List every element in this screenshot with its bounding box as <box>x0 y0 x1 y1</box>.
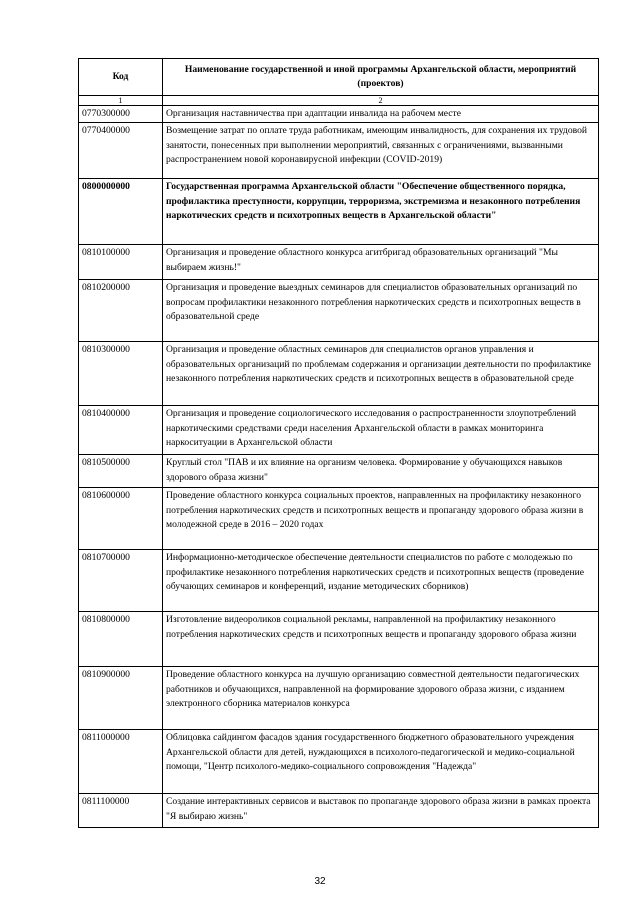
row-code: 0770300000 <box>79 106 163 123</box>
table-row <box>79 794 599 828</box>
row-description: Информационно-методическое обеспечение деятельности специалистов по работе с молодежью по профилактике незаконного потребления наркотических средств и психотропных веществ (проведение обучающих семинаров и конференций, издание методических сборников) <box>163 550 599 612</box>
row-description: Возмещение затрат по оплате труда работникам, имеющим инвалидность, для сохранения их трудовой занятости, понесенных при выполнении мероприятий, связанных с ограничениями, вызванными распространением новой коронавирусной инфекции (COVID-2019) <box>163 123 599 179</box>
program-codes-table <box>78 58 599 828</box>
page-number: 32 <box>314 876 326 887</box>
row-description: Организация наставничества при адаптации инвалида на рабочем месте <box>163 106 599 123</box>
row-description: Государственная программа Архангельской области "Обеспечение общественного порядка, профилактика преступности, коррупции, терроризма, экстремизма и незаконного потребления наркотических средств и психотропных веществ в Архангельской области" <box>163 179 599 245</box>
row-code: 0811100000 <box>79 794 163 828</box>
row-code: 0810200000 <box>79 280 163 342</box>
table-row <box>79 730 599 794</box>
table-row <box>79 455 599 488</box>
row-code: 0810300000 <box>79 342 163 406</box>
row-code: 0770400000 <box>79 123 163 179</box>
row-code: 0811000000 <box>79 730 163 794</box>
table-row <box>79 342 599 406</box>
table-header-row <box>79 59 599 96</box>
row-description: Организация и проведение выездных семинаров для специалистов образовательных организаций по вопросам профилактики незаконного потребления наркотических средств и психотропных веществ в образовательной среде <box>163 280 599 342</box>
row-code: 0810400000 <box>79 406 163 455</box>
row-code: 0810500000 <box>79 455 163 488</box>
row-code: 0810700000 <box>79 550 163 612</box>
document-page <box>78 58 598 828</box>
row-code: 0810900000 <box>79 667 163 730</box>
table-row <box>79 488 599 550</box>
row-description: Проведение областного конкурса социальных проектов, направленных на профилактику незаконного потребления наркотических средств и психотропных веществ и пропаганду здорового образа жизни в молодежной среде в 2016 – 2020 годах <box>163 488 599 550</box>
row-description: Организация и проведение социологического исследования о распространенности злоупотреблений наркотическими средствами среди населения Архангельской области в рамках мониторинга наркоситуации в Архангельской области <box>163 406 599 455</box>
row-description: Организация и проведение областных семинаров для специалистов органов управления и образовательных организаций по проблемам содержания и организации деятельности по профилактике незаконного потребления наркотических средств и психотропных веществ в образовательной среде <box>163 342 599 406</box>
table-row <box>79 245 599 280</box>
column-header-code: Код <box>79 59 163 96</box>
row-code: 0800000000 <box>79 179 163 245</box>
table-row <box>79 667 599 730</box>
table-row <box>79 280 599 342</box>
column-numbers-row <box>79 96 599 106</box>
row-description: Проведение областного конкурса на лучшую организацию совместной деятельности педагогических работников и обучающихся, направленной на формирование здорового образа жизни, с изданием электронного сборника материалов конкурса <box>163 667 599 730</box>
row-description: Изготовление видеороликов социальной рекламы, направленной на профилактику незаконного потребления наркотических средств и психотропных веществ и пропаганду здорового образа жизни <box>163 612 599 667</box>
row-description: Круглый стол "ПАВ и их влияние на организм человека. Формирование у обучающихся навыков здорового образа жизни" <box>163 455 599 488</box>
table-row <box>79 179 599 245</box>
column-number-1: 1 <box>79 96 163 106</box>
row-description: Облицовка сайдингом фасадов здания государственного бюджетного образовательного учреждения Архангельской области для детей, нуждающихся в психолого-педагогической и медико-социальной помощи, "Центр психолого-медико-социального сопровождения "Надежда" <box>163 730 599 794</box>
column-number-2: 2 <box>163 96 599 106</box>
row-code: 0810800000 <box>79 612 163 667</box>
table-row <box>79 106 599 123</box>
row-code: 0810100000 <box>79 245 163 280</box>
table-body <box>79 106 599 828</box>
table-row <box>79 406 599 455</box>
table-row <box>79 612 599 667</box>
column-header-name: Наименование государственной и иной программы Архангельской области, мероприятий (проектов) <box>163 59 599 96</box>
table-row <box>79 550 599 612</box>
table-row <box>79 123 599 179</box>
row-description: Организация и проведение областного конкурса агитбригад образовательных организаций "Мы выбираем жизнь!" <box>163 245 599 280</box>
row-code: 0810600000 <box>79 488 163 550</box>
row-description: Создание интерактивных сервисов и выставок по пропаганде здорового образа жизни в рамках проекта "Я выбираю жизнь" <box>163 794 599 828</box>
